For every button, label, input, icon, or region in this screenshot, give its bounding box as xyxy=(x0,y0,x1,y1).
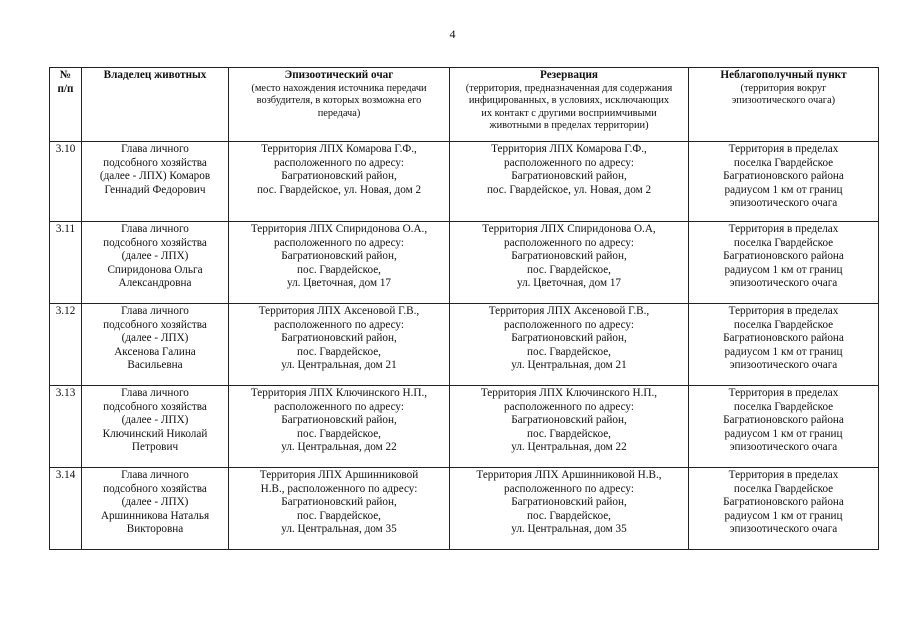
cell-line: эпизоотического очага xyxy=(729,277,838,290)
header-num xyxy=(50,68,82,142)
cell-line: Багратионовский район, xyxy=(511,332,627,345)
cell-line: расположенного по адресу: xyxy=(274,318,404,331)
header-reservation-sub: (территория, предназначенная для содержания xyxy=(465,82,673,94)
header-reservation-title: Резервация xyxy=(540,69,598,81)
cell-reservation xyxy=(450,386,689,468)
header-focus-sub: возбудителя, в которых возможна его xyxy=(256,95,422,107)
cell-line: Аршинникова Наталья xyxy=(100,509,210,522)
cell-owner xyxy=(82,304,229,386)
row-number: 3.13 xyxy=(50,386,82,468)
cell-line: Глава личного xyxy=(121,143,189,155)
cell-line: Территория ЛПХ Спиридонова О.А., xyxy=(250,223,428,235)
cell-line: Викторовна xyxy=(126,523,184,536)
row-number: 3.10 xyxy=(50,142,82,222)
cell-line: Багратионовского района xyxy=(723,332,844,345)
cell-line: Территория ЛПХ Комарова Г.Ф., xyxy=(261,143,417,155)
cell-owner xyxy=(82,222,229,304)
header-unfavorable-sub: (территория вокруг xyxy=(740,82,827,94)
cell-line: Багратионовский район, xyxy=(511,496,627,509)
cell-line: ул. Центральная, дом 22 xyxy=(511,441,627,454)
cell-line: поселка Гвардейское xyxy=(733,318,834,331)
cell-reservation xyxy=(450,304,689,386)
cell-line: Багратионовский район, xyxy=(281,250,397,263)
cell-unfavorable xyxy=(689,222,879,304)
cell-line: Территория в пределах xyxy=(728,469,839,481)
cell-line: пос. Гвардейское, xyxy=(297,345,381,358)
cell-line: эпизоотического очага xyxy=(729,441,838,454)
header-reservation-sub: животными в пределах территории) xyxy=(489,120,649,132)
cell-line: Территория ЛПХ Спиридонова О.А, xyxy=(482,223,656,235)
cell-line: Багратионовский район, xyxy=(281,170,397,183)
cell-line: Багратионовский район, xyxy=(511,170,627,183)
cell-line: Территория в пределах xyxy=(728,305,839,317)
header-focus-title: Эпизоотический очаг xyxy=(284,69,394,81)
cell-line: ул. Центральная, дом 22 xyxy=(281,441,397,454)
cell-line: Территория в пределах xyxy=(728,143,839,155)
cell-line: ул. Центральная, дом 21 xyxy=(281,359,397,372)
cell-owner xyxy=(82,468,229,550)
header-num-line: п/п xyxy=(57,82,74,95)
cell-line: Васильевна xyxy=(127,359,183,372)
cell-line: пос. Гвардейское, xyxy=(527,263,611,276)
header-num-line: № xyxy=(59,69,72,81)
cell-line: радиусом 1 км от границ xyxy=(724,263,843,276)
cell-line: подсобного хозяйства xyxy=(103,482,207,495)
header-unfavorable xyxy=(689,68,879,142)
cell-line: Территория в пределах xyxy=(728,223,839,235)
cell-focus xyxy=(229,222,450,304)
row-number: 3.11 xyxy=(50,222,82,304)
cell-focus xyxy=(229,142,450,222)
cell-line: (далее - ЛПХ) Комаров xyxy=(99,170,211,183)
cell-line: подсобного хозяйства xyxy=(103,400,207,413)
cell-line: Багратионовский район, xyxy=(281,332,397,345)
cell-line: ул. Цветочная, дом 17 xyxy=(516,277,622,290)
table-body xyxy=(50,142,879,550)
cell-line: (далее - ЛПХ) xyxy=(121,250,189,263)
header-reservation-sub: инфицированных, в условиях, исключающих xyxy=(468,95,670,107)
table-row xyxy=(50,468,879,550)
cell-line: Глава личного xyxy=(121,469,189,481)
cell-line: пос. Гвардейское, xyxy=(527,427,611,440)
cell-line: Багратионовский район, xyxy=(281,496,397,509)
cell-reservation xyxy=(450,142,689,222)
cell-line: подсобного хозяйства xyxy=(103,236,207,249)
cell-line: (далее - ЛПХ) xyxy=(121,332,189,345)
cell-line: поселка Гвардейское xyxy=(733,400,834,413)
cell-line: расположенного по адресу: xyxy=(274,400,404,413)
cell-line: Территория ЛПХ Аршинниковой xyxy=(259,469,419,481)
header-owner-title: Владелец животных xyxy=(103,69,207,81)
header-owner xyxy=(82,68,229,142)
cell-line: ул. Центральная, дом 21 xyxy=(511,359,627,372)
cell-line: Территория ЛПХ Комарова Г.Ф., xyxy=(491,143,647,155)
header-row xyxy=(50,68,879,142)
cell-unfavorable xyxy=(689,304,879,386)
cell-line: Ключинский Николай xyxy=(102,427,208,440)
cell-line: Глава личного xyxy=(121,223,189,235)
cell-line: Багратионовского района xyxy=(723,170,844,183)
cell-line: пос. Гвардейское, xyxy=(297,427,381,440)
header-focus-sub: (место нахождения источника передачи xyxy=(251,82,427,94)
cell-reservation xyxy=(450,468,689,550)
cell-line: пос. Гвардейское, ул. Новая, дом 2 xyxy=(486,183,652,196)
cell-line: Александровна xyxy=(118,277,192,290)
header-focus-sub: передача) xyxy=(317,107,361,119)
cell-line: расположенного по адресу: xyxy=(504,156,634,169)
row-number: 3.14 xyxy=(50,468,82,550)
cell-line: Багратионовского района xyxy=(723,496,844,509)
cell-line: Багратионовского района xyxy=(723,414,844,427)
cell-line: Багратионовский район, xyxy=(511,250,627,263)
cell-focus xyxy=(229,386,450,468)
cell-line: Глава личного xyxy=(121,387,189,399)
cell-line: подсобного хозяйства xyxy=(103,318,207,331)
cell-line: радиусом 1 км от границ xyxy=(724,183,843,196)
cell-line: эпизоотического очага xyxy=(729,523,838,536)
header-reservation xyxy=(450,68,689,142)
cell-line: пос. Гвардейское, xyxy=(297,509,381,522)
cell-focus xyxy=(229,468,450,550)
cell-line: пос. Гвардейское, xyxy=(527,345,611,358)
cell-line: радиусом 1 км от границ xyxy=(724,427,843,440)
cell-line: Геннадий Федорович xyxy=(104,183,206,196)
cell-line: Спиридонова Ольга xyxy=(107,263,203,276)
cell-line: подсобного хозяйства xyxy=(103,156,207,169)
cell-line: ул. Центральная, дом 35 xyxy=(281,523,397,536)
cell-line: ул. Цветочная, дом 17 xyxy=(286,277,392,290)
table-row xyxy=(50,386,879,468)
cell-line: ул. Центральная, дом 35 xyxy=(511,523,627,536)
cell-unfavorable xyxy=(689,386,879,468)
cell-owner xyxy=(82,142,229,222)
cell-line: расположенного по адресу: xyxy=(504,482,634,495)
table-row xyxy=(50,304,879,386)
cell-line: пос. Гвардейское, ул. Новая, дом 2 xyxy=(256,183,422,196)
cell-line: Территория ЛПХ Ключинского Н.П., xyxy=(250,387,428,399)
cell-line: Петрович xyxy=(131,441,179,454)
table-row xyxy=(50,142,879,222)
cell-line: эпизоотического очага xyxy=(729,197,838,210)
cell-owner xyxy=(82,386,229,468)
cell-line: Глава личного xyxy=(121,305,189,317)
table-row xyxy=(50,222,879,304)
cell-unfavorable xyxy=(689,142,879,222)
cell-line: радиусом 1 км от границ xyxy=(724,345,843,358)
cell-line: Территория ЛПХ Ключинского Н.П., xyxy=(480,387,658,399)
cell-line: Н.В., расположенного по адресу: xyxy=(260,482,418,495)
cell-line: поселка Гвардейское xyxy=(733,236,834,249)
cell-line: расположенного по адресу: xyxy=(504,318,634,331)
cell-line: Территория ЛПХ Аксеновой Г.В., xyxy=(488,305,650,317)
cell-line: пос. Гвардейское, xyxy=(527,509,611,522)
cell-line: Территория в пределах xyxy=(728,387,839,399)
cell-line: расположенного по адресу: xyxy=(504,236,634,249)
page-number: 4 xyxy=(449,27,456,41)
cell-reservation xyxy=(450,222,689,304)
cell-unfavorable xyxy=(689,468,879,550)
cell-line: расположенного по адресу: xyxy=(274,236,404,249)
cell-line: расположенного по адресу: xyxy=(274,156,404,169)
cell-line: Багратионовский район, xyxy=(281,414,397,427)
cell-line: Багратионовский район, xyxy=(511,414,627,427)
cell-focus xyxy=(229,304,450,386)
cell-line: Территория ЛПХ Аршинниковой Н.В., xyxy=(476,469,662,481)
cell-line: поселка Гвардейское xyxy=(733,482,834,495)
cell-line: Территория ЛПХ Аксеновой Г.В., xyxy=(258,305,420,317)
row-number: 3.12 xyxy=(50,304,82,386)
header-focus xyxy=(229,68,450,142)
epizootic-table xyxy=(49,67,879,550)
cell-line: радиусом 1 км от границ xyxy=(724,509,843,522)
cell-line: (далее - ЛПХ) xyxy=(121,496,189,509)
cell-line: эпизоотического очага xyxy=(729,359,838,372)
header-reservation-sub: их контакт с другими восприимчивыми xyxy=(481,107,657,119)
cell-line: (далее - ЛПХ) xyxy=(121,414,189,427)
cell-line: поселка Гвардейское xyxy=(733,156,834,169)
header-unfavorable-title: Неблагополучный пункт xyxy=(720,69,847,81)
cell-line: пос. Гвардейское, xyxy=(297,263,381,276)
cell-line: Аксенова Галина xyxy=(114,345,196,358)
cell-line: Багратионовского района xyxy=(723,250,844,263)
header-unfavorable-sub: эпизоотического очага) xyxy=(731,95,836,107)
cell-line: расположенного по адресу: xyxy=(504,400,634,413)
